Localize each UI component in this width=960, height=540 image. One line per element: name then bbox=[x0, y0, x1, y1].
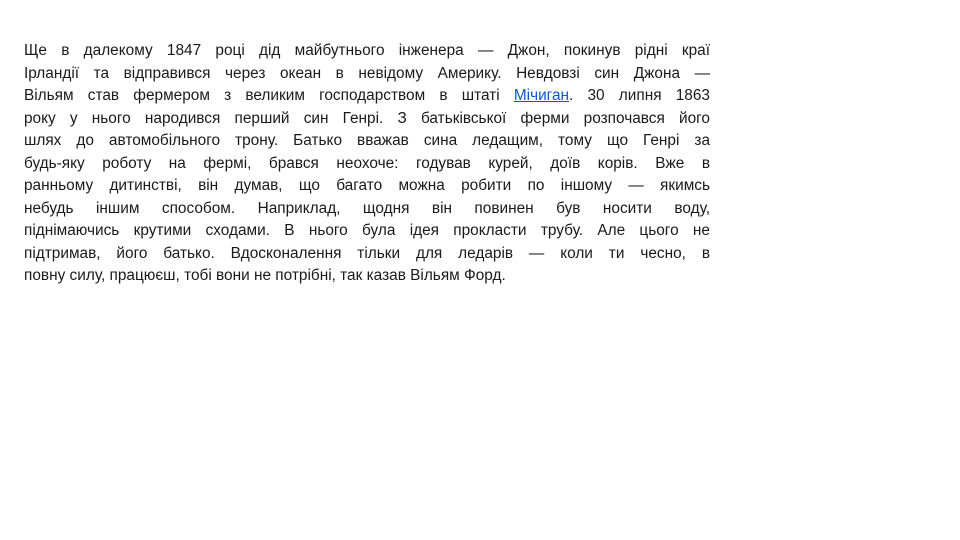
paragraph-line-9: піднімаючись крутими сходами. В нього була ідея прокласти трубу. Але цього не bbox=[24, 222, 710, 239]
paragraph-line-11: повну силу, працюєш, тобі вони не потрібні, так казав Вільям Форд. bbox=[24, 267, 506, 284]
paragraph-line-5: шлях до автомобільного трону. Батько вважав сина ледащим, тому що Генрі за bbox=[24, 132, 710, 149]
paragraph-line-2: Ірландії та відправився через океан в невідому Америку. Невдовзі син Джона — bbox=[24, 64, 710, 82]
paragraph-line-3 bbox=[24, 85, 710, 108]
paragraph-line-3-before: Вільям став фермером з великим господарством в штаті bbox=[24, 87, 514, 104]
paragraph-line-8: небудь іншим способом. Наприклад, щодня він повинен був носити воду, bbox=[24, 199, 710, 217]
paragraph-line-7: ранньому дитинстві, він думав, що багато можна робити по іншому — якимсь bbox=[24, 177, 710, 194]
paragraph-line-3-after: . 30 липня 1863 bbox=[569, 87, 710, 104]
paragraph-line-1: Ще в далекому 1847 році дід майбутнього інженера — Джон, покинув рідні краї bbox=[24, 42, 710, 59]
paragraph-line-10: підтримав, його батько. Вдосконалення тільки для ледарів — коли ти чесно, в bbox=[24, 244, 710, 262]
paragraph-line-6: будь-яку роботу на фермі, брався неохоче: годував курей, доїв корів. Вже в bbox=[24, 154, 710, 172]
paragraph-line-4: року у нього народився перший син Генрі. З батьківської ферми розпочався його bbox=[24, 109, 710, 127]
paragraph bbox=[24, 40, 710, 288]
michigan-link[interactable]: Мічиган bbox=[513, 87, 570, 104]
